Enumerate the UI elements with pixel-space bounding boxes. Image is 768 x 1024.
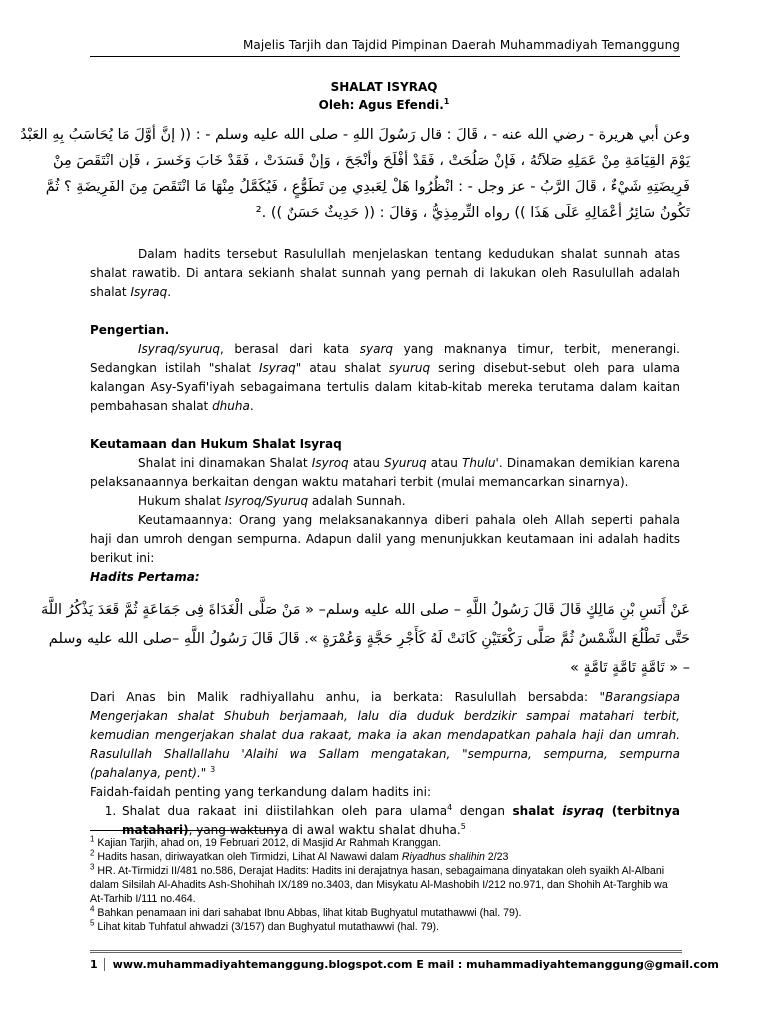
footnote: $^4$ Bahkan penamaan ini dari sahabat Ibnu Abbas, lihat kitab Bughyatul mutathawwi (hal. 79). bbox=[90, 904, 522, 919]
page-footer bbox=[90, 954, 719, 974]
list-item: 1. Shalat dua rakaat ini diistilahkan oleh para ulama$^4$ dengan shalat isyraq (terbitnya matahari), yang waktunya di awal waktu shalat dhuha.$^5$ bbox=[120, 802, 680, 840]
arabic-line: وعن أبي هريرة - رضي الله عنه - ، قَالَ : قال رَسُولَ اللهِ - صلى الله عليه وسلم - : (( إنَّ أوَّلَ مَا يُحَاسَبُ بِهِ العَبْدُ bbox=[20, 127, 690, 143]
arabic-hadith-2 bbox=[41, 596, 690, 683]
arabic-line: فَرِيضَتِهِ شَيْءٌ ، قَالَ الرَّبُ - عز وجل - : انْظُرُوا هَلْ لِعَبدِي مِن تَطَوُّعٍ ، فَيُكَمَّلُ مِنْهَا مَا انْتَقَصَ مِنَ الفَرِيضَةِ ؟ ثُمَّ bbox=[45, 179, 690, 195]
document-title: SHALAT ISYRAQ bbox=[330, 80, 438, 94]
footnote: $^5$ Lihat kitab Tuhfatul ahwadzi (3/157) dan Bughyatul mutathawwi (hal. 79). bbox=[90, 918, 439, 933]
pengertian-paragraph: Isyraq/syuruq, berasal dari kata syarq yang maknanya timur, terbit, menerangi. Sedangkan istilah "shalat Isyraq" atau shalat syuruq sering disebut-sebut oleh para ulama kalangan Asy-Syafi'iyah sebagaimana tertulis dalam kitab-kitab mereka terutama dalam kaitan pembahasan shalat dhuha. bbox=[90, 342, 680, 413]
footnotes bbox=[90, 836, 680, 934]
keutamaan-heading: Keutamaan dan Hukum Shalat Isyraq bbox=[90, 437, 342, 451]
footer-contact-text[interactable]: www.muhammadiyahtemanggung.blogspot.com E mail : muhammadiyahtemanggung@gmail.com bbox=[112, 957, 719, 971]
intro-paragraph: Dalam hadits tersebut Rasulullah menjelaskan tentang kedudukan shalat sunnah atas shalat rawatib. Di antara sekianh shalat sunnah yang pernah di lakukan oleh Rasulullah adalah shalat Isyraq. bbox=[90, 247, 680, 299]
footnote-separator bbox=[90, 830, 280, 831]
footnote-ref-1[interactable]: 1 bbox=[443, 97, 450, 106]
pengertian-heading: Pengertian. bbox=[90, 323, 170, 337]
page-number: 1 bbox=[90, 958, 105, 971]
faidah-list bbox=[90, 802, 680, 840]
footnote-ref-3[interactable]: 3 bbox=[210, 765, 216, 774]
arabic-line: تَكُونُ سَائِرُ أعْمَالِهِ عَلَى هَذَا )) رواه التِّرمِذِيُّ ، وَقالَ : (( حَدِيثٌ حَسَنٌ )) .² bbox=[255, 205, 690, 221]
footnote: $^3$ HR. At-Tirmidzi II/481 no.586, Derajat Hadits: Hadits ini derajatnya hasan, sebagaimana dinyatakan oleh syaikh Al-Albani dalam Silsilah Al-Ahadits Ash-Shohihah IX/189 no.3403, dan Misykatu Al-Mashobih I/212 no.971, dan Shohih At-Targhib wa At-Tarhib I/111 no.464. bbox=[90, 862, 668, 905]
footnote-ref-5[interactable]: 5 bbox=[460, 822, 466, 831]
keutamaan-paragraph-3: Keutamaannya: Orang yang melaksanakannya diberi pahala oleh Allah seperti pahala haji dan umroh dengan sempurna. Adapun dalil yang menunjukkan keutamaan ini adalah hadits berikut ini: bbox=[90, 513, 680, 565]
body-section-2 bbox=[90, 688, 680, 840]
arabic-line: حَتَّى تَطْلُعَ الشَّمْسُ ثُمَّ صَلَّى رَكْعَتَيْنِ كَانَتْ لَهُ كَأَجْرِ حَجَّةٍ وَعُمْرَةٍ ». قَالَ قَالَ رَسُولُ اللَّهِ –صلى الله عليه وسلم bbox=[48, 631, 690, 647]
arabic-hadith-1 bbox=[20, 122, 690, 226]
arabic-line: عَنْ أَنَسِ بْنِ مَالِكٍ قَالَ قَالَ رَسُولُ اللَّهِ – صلى الله عليه وسلم– « مَنْ صَلَّى الْغَدَاةَ فِى جَمَاعَةٍ ثُمَّ قَعَدَ يَذْكُرُ اللَّهَ bbox=[41, 602, 690, 618]
header-rule bbox=[90, 56, 680, 57]
keutamaan-paragraph-1: Shalat ini dinamakan Shalat Isyroq atau Syuruq atau Thulu'. Dinamakan demikian karena pelaksanaannya berkaitan dengan waktu matahari terbit (mulai memancarkan sinarnya). bbox=[90, 456, 680, 489]
document-author: Oleh: Agus Efendi.$^1$ bbox=[318, 97, 450, 112]
document-title-block bbox=[0, 78, 768, 114]
arabic-line: يَوْمَ القِيَامَةِ مِنْ عَمَلِهِ صَلاَتُهُ ، فَإنْ صَلُحَتْ ، فَقَدْ أفْلَحَ وأنْجَحَ ، وَإنْ فَسَدَتْ ، فَقَدْ خَابَ وَخَسرَ ، فَإن انْتَقَصَ مِنْ bbox=[52, 153, 690, 169]
anas-paragraph: Dari Anas bin Malik radhiyallahu anhu, ia berkata: Rasulullah bersabda: "Barangsiapa Mengerjakan shalat Shubuh berjamaah, lalu dia duduk berdzikir sampai matahari terbit, kemudian mengerjakan shalat dua rakaat, maka ia akan mendapatkan pahala haji dan umrah. Rasulullah Shallallahu 'Alaihi wa Sallam mengatakan, "sempurna, sempurna, sempurna (pahalanya, pent)." $^3$ bbox=[90, 690, 680, 780]
body-section-1 bbox=[90, 245, 680, 587]
footnote-ref-4[interactable]: 4 bbox=[447, 803, 453, 812]
footnote: $^1$ Kajian Tarjih, ahad on, 19 Februari 2012, di Masjid Ar Rahmah Kranggan. bbox=[90, 834, 442, 849]
footnote: $^2$ Hadits hasan, diriwayatkan oleh Tirmidzi, Lihat Al Nawawi dalam Riyadhus shalihin 2/23 bbox=[90, 848, 509, 863]
running-header: Majelis Tarjih dan Tajdid Pimpinan Daerah Muhammadiyah Temanggung bbox=[242, 38, 680, 52]
arabic-line: – « تَامَّةٍ تَامَّةٍ تَامَّةٍ » bbox=[569, 660, 690, 676]
hadits-pertama-heading: Hadits Pertama: bbox=[90, 570, 200, 584]
footer-rule bbox=[90, 950, 682, 953]
faidah-heading: Faidah-faidah penting yang terkandung dalam hadits ini: bbox=[90, 785, 432, 799]
keutamaan-paragraph-2: Hukum shalat Isyroq/Syuruq adalah Sunnah. bbox=[138, 494, 406, 508]
